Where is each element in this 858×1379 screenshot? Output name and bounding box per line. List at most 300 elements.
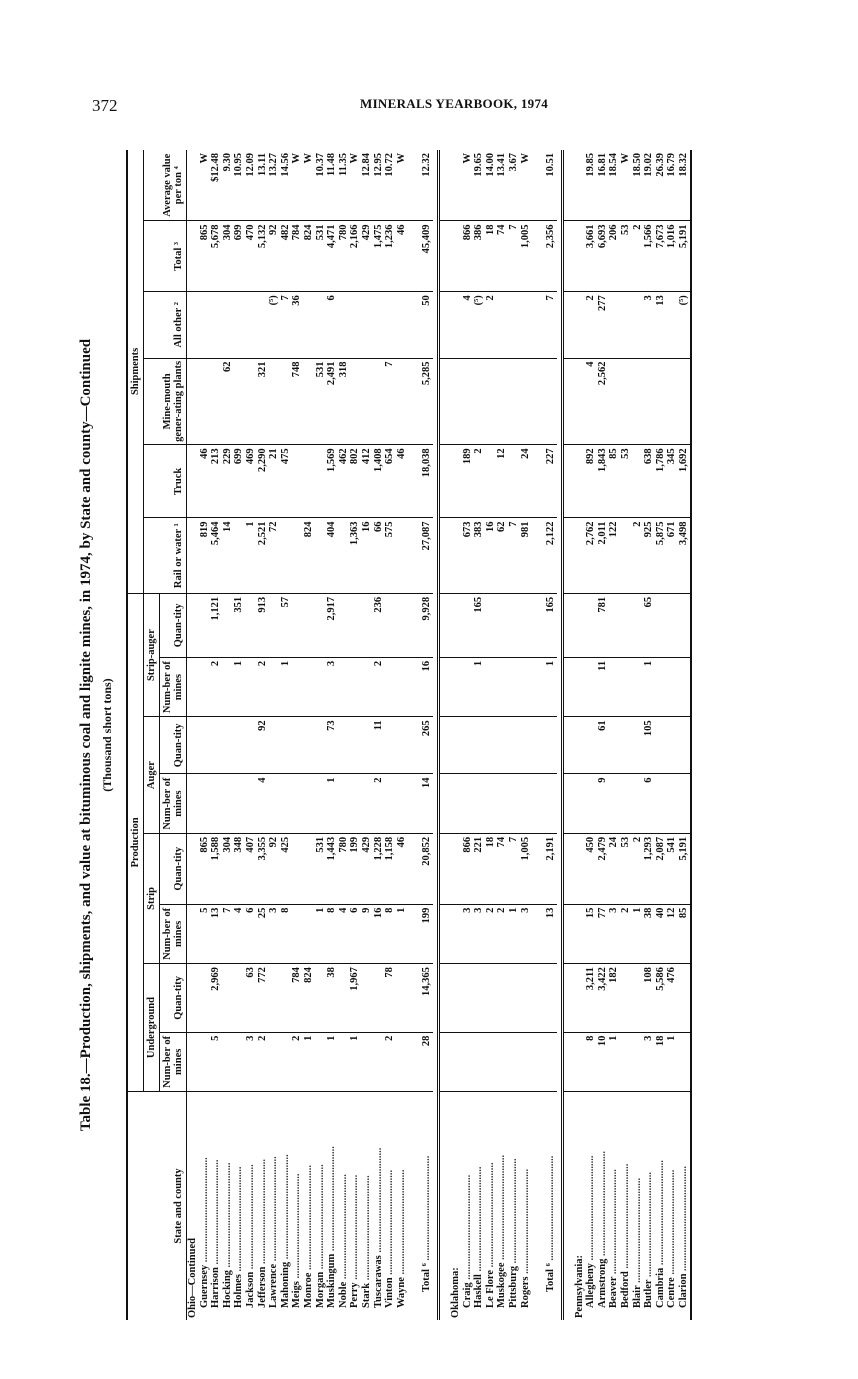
cell: [574, 292, 586, 358]
cell: [508, 593, 520, 657]
cell: [199, 717, 211, 774]
cell: 3: [608, 904, 620, 963]
cell: 38: [643, 904, 655, 963]
cell: 784: [291, 221, 303, 292]
cell: [187, 657, 199, 716]
cell: 10.51: [545, 153, 557, 177]
cell: 46: [396, 833, 408, 904]
table-body: [187, 150, 691, 1320]
row-label: Pittsburg: [507, 1266, 519, 1308]
cell: [315, 717, 327, 774]
cell: 475: [280, 445, 292, 518]
row-label: Jackson: [245, 1271, 257, 1308]
cell: 1: [508, 904, 520, 963]
table-row: [315, 150, 327, 1320]
cell: 3,422: [597, 964, 609, 1033]
cell: [574, 717, 586, 774]
cell: [620, 292, 632, 358]
table-row: [373, 150, 385, 1320]
cell: [678, 964, 691, 1033]
row-label: Perry: [349, 1282, 361, 1308]
county-name: Morgan ........................................: [315, 1092, 327, 1320]
table-row: [257, 150, 269, 1320]
cell: [268, 1032, 280, 1091]
cell: [315, 292, 327, 358]
header-underground: Underground: [144, 964, 160, 1092]
cell: 2: [257, 657, 269, 716]
cell: [541, 1032, 557, 1091]
cell: [520, 292, 532, 358]
cell: [450, 964, 462, 1033]
cell: [496, 593, 508, 657]
cell: [396, 593, 408, 657]
cell: 14: [417, 774, 433, 833]
table-row: [666, 150, 678, 1320]
cell: [508, 445, 520, 518]
cell: [280, 717, 292, 774]
cell: [222, 657, 234, 716]
cell: [620, 774, 632, 833]
cell: 2,087: [655, 833, 667, 904]
county-name: Tuscarawas ........................................: [373, 1092, 385, 1320]
cell: [608, 292, 620, 358]
cell: 429: [361, 221, 373, 292]
cell: 1,569: [326, 445, 338, 518]
cell: 2,762: [585, 518, 597, 593]
cell: [585, 593, 597, 657]
cell: $12.48: [210, 153, 222, 182]
cell: [396, 292, 408, 358]
cell: [315, 964, 327, 1033]
cell: 73: [326, 717, 338, 774]
cell: [233, 964, 245, 1033]
cell: 62: [496, 518, 508, 593]
county-name: Stark ........................................: [361, 1092, 373, 1320]
county-name: Le Flore ........................................: [485, 1092, 497, 1320]
cell: [520, 358, 532, 445]
cell: [396, 518, 408, 593]
cell: 4: [585, 358, 597, 445]
cell: 265: [417, 717, 433, 774]
cell: 13: [210, 904, 222, 963]
cell: 16.81: [596, 153, 608, 177]
cell: 72: [268, 518, 280, 593]
row-label: Noble: [337, 1281, 349, 1308]
county-name: Perry ........................................: [349, 1092, 361, 1320]
table-title: Table 18.—Production, shipments, and value at bituminous coal and lignite mines, in 1974, by State and county—Continued: [78, 338, 94, 1132]
cell: [210, 717, 222, 774]
cell: [508, 1032, 520, 1091]
cell: 5,191: [678, 221, 691, 292]
cell: 2: [632, 221, 644, 292]
cell: 13: [541, 904, 557, 963]
cell: [210, 358, 222, 445]
cell: [574, 518, 586, 593]
cell: 2,191: [541, 833, 557, 904]
cell: 7: [222, 904, 234, 963]
header-quantity: Quan-tity: [160, 833, 187, 904]
cell: [187, 150, 199, 221]
cell: [349, 358, 361, 445]
cell: 19.85: [585, 153, 597, 177]
row-label: Mahoning: [279, 1261, 291, 1308]
cell: 229: [222, 445, 234, 518]
row-label: Armstrong: [596, 1258, 608, 1308]
cell: W: [303, 153, 314, 164]
cell: 12.95: [372, 153, 384, 177]
cell: 450: [585, 833, 597, 904]
cell: [574, 221, 586, 292]
cell: 6: [349, 904, 361, 963]
cell: [541, 717, 557, 774]
cell: 802: [349, 445, 361, 518]
cell: 7,673: [655, 221, 667, 292]
cell: 476: [666, 964, 678, 1033]
cell: 24: [608, 833, 620, 904]
cell: (⁵): [268, 292, 280, 358]
cell: 165: [541, 593, 557, 657]
coal-production-table: [126, 150, 692, 1320]
cell: [222, 593, 234, 657]
cell: 429: [361, 833, 373, 904]
cell: [222, 292, 234, 358]
cell: 18.54: [608, 153, 620, 177]
header-auger: Auger: [144, 717, 160, 834]
cell: 65: [643, 593, 655, 657]
total-row: [417, 150, 433, 1320]
table-row: [678, 150, 691, 1320]
cell: [450, 1032, 462, 1091]
cell: [245, 774, 257, 833]
state-name: [450, 1092, 462, 1320]
cell: [655, 358, 667, 445]
row-label: Muskingum: [326, 1253, 338, 1308]
cell: [678, 358, 691, 445]
cell: 36: [291, 292, 303, 358]
cell: [187, 964, 199, 1033]
county-name: Pittsburg ........................................: [508, 1092, 520, 1320]
cell: 1: [280, 657, 292, 716]
cell: [349, 657, 361, 716]
cell: [450, 904, 462, 963]
cell: [303, 717, 315, 774]
cell: [620, 518, 632, 593]
cell: 2,290: [257, 445, 269, 518]
table-row: [384, 150, 396, 1320]
cell: 9.30: [221, 153, 233, 172]
county-name: Clarion ........................................: [678, 1092, 691, 1320]
cell: [396, 774, 408, 833]
cell: 45,409: [417, 221, 433, 292]
state-name: [187, 1092, 199, 1320]
cell: 5: [199, 904, 211, 963]
cell: [655, 657, 667, 716]
cell: [199, 593, 211, 657]
county-name: Rogers ........................................: [520, 1092, 532, 1320]
county-name: Jefferson ........................................: [257, 1092, 269, 1320]
row-label: Cambria: [654, 1267, 666, 1308]
cell: 11: [373, 717, 385, 774]
cell: [222, 717, 234, 774]
cell: [303, 833, 315, 904]
cell: [280, 358, 292, 445]
cell: 925: [643, 518, 655, 593]
cell: 18: [485, 221, 497, 292]
spacer-row: [531, 150, 541, 1320]
cell: [541, 774, 557, 833]
cell: 18.32: [678, 153, 690, 177]
cell: 66: [373, 518, 385, 593]
cell: [574, 445, 586, 518]
cell: 1: [315, 904, 327, 963]
cell: 85: [608, 445, 620, 518]
row-label: Morgan: [314, 1271, 326, 1308]
cell: 50: [417, 292, 433, 358]
cell: 2: [384, 1032, 396, 1091]
cell: 10.37: [314, 153, 326, 177]
cell: [473, 1032, 485, 1091]
cell: [361, 657, 373, 716]
cell: [280, 518, 292, 593]
cell: [462, 1032, 474, 1091]
cell: [520, 774, 532, 833]
cell: [233, 717, 245, 774]
cell: 3: [326, 657, 338, 716]
cell: 3: [245, 1032, 257, 1091]
cell: [384, 292, 396, 358]
cell: 748: [291, 358, 303, 445]
cell: 14: [222, 518, 234, 593]
cell: 348: [233, 833, 245, 904]
cell: [384, 657, 396, 716]
cell: [384, 593, 396, 657]
cell: 469: [245, 445, 257, 518]
running-head: MINERALS YEARBOOK, 1974: [360, 96, 549, 111]
cell: [450, 150, 462, 221]
row-label: Ohio—Continued: [187, 1238, 199, 1318]
cell: 1,967: [349, 964, 361, 1033]
cell: 12: [666, 904, 678, 963]
cell: 2: [473, 445, 485, 518]
county-name: Jackson ........................................: [245, 1092, 257, 1320]
cell: 1: [643, 657, 655, 716]
cell: [496, 774, 508, 833]
cell: 105: [643, 717, 655, 774]
cell: 25: [257, 904, 269, 963]
cell: 2: [632, 518, 644, 593]
cell: 5,285: [417, 358, 433, 445]
cell: [222, 774, 234, 833]
cell: 10: [597, 1032, 609, 1091]
cell: [245, 717, 257, 774]
cell: 575: [384, 518, 396, 593]
cell: 1: [245, 518, 257, 593]
cell: 780: [338, 833, 350, 904]
header-production: Production: [127, 593, 144, 1091]
cell: 53: [620, 833, 632, 904]
county-name: Vinton ........................................: [384, 1092, 396, 1320]
cell: [473, 774, 485, 833]
cell: [678, 774, 691, 833]
cell: [666, 358, 678, 445]
cell: 1,475: [373, 221, 385, 292]
cell: [361, 717, 373, 774]
cell: 7: [541, 292, 557, 358]
cell: 1: [473, 657, 485, 716]
cell: [585, 657, 597, 716]
cell: 165: [473, 593, 485, 657]
cell: 699: [233, 445, 245, 518]
county-name: Total ⁶ ........................................: [541, 1092, 557, 1320]
total-row: [541, 150, 557, 1320]
cell: [496, 964, 508, 1033]
cell: 318: [338, 358, 350, 445]
cell: 10.95: [233, 153, 245, 177]
spacer-row: [438, 150, 450, 1320]
cell: 1: [608, 1032, 620, 1091]
cell: 74: [496, 221, 508, 292]
cell: [655, 717, 667, 774]
cell: 2: [257, 1032, 269, 1091]
cell: [620, 717, 632, 774]
cell: [396, 358, 408, 445]
cell: [485, 593, 497, 657]
cell: [291, 774, 303, 833]
cell: [338, 1032, 350, 1091]
state-row: [450, 150, 462, 1320]
cell: [632, 1032, 644, 1091]
cell: [233, 518, 245, 593]
cell: 3: [643, 1032, 655, 1091]
cell: [574, 593, 586, 657]
cell: 14.00: [484, 153, 496, 177]
row-label: Total ⁶: [545, 1263, 557, 1292]
cell: [291, 445, 303, 518]
row-label: Clarion: [678, 1273, 690, 1308]
cell: W: [519, 153, 531, 164]
cell: [210, 292, 222, 358]
cell: 9,928: [417, 593, 433, 657]
row-label: Allegheny: [585, 1263, 597, 1308]
cell: 85: [678, 904, 691, 963]
cell: 3: [643, 292, 655, 358]
header-quantity: Quan-tity: [160, 964, 187, 1033]
cell: [373, 292, 385, 358]
cell: 20,852: [417, 833, 433, 904]
cell: 3: [268, 904, 280, 963]
cell: 213: [210, 445, 222, 518]
cell: 6: [643, 774, 655, 833]
cell: 62: [222, 358, 234, 445]
cell: [632, 292, 644, 358]
cell: 182: [608, 964, 620, 1033]
table-row: [199, 150, 211, 1320]
cell: [462, 593, 474, 657]
cell: [520, 964, 532, 1033]
cell: [450, 717, 462, 774]
table-row: [643, 150, 655, 1320]
cell: [496, 1032, 508, 1091]
cell: 199: [349, 833, 361, 904]
cell: 865: [199, 221, 211, 292]
row-label: Jefferson: [256, 1266, 268, 1308]
cell: 74: [496, 833, 508, 904]
cell: [187, 221, 199, 292]
cell: 819: [199, 518, 211, 593]
cell: 15: [585, 904, 597, 963]
spacer-row: [407, 150, 417, 1320]
cell: 4: [233, 904, 245, 963]
cell: 2,356: [541, 221, 557, 292]
cell: 2,166: [349, 221, 361, 292]
cell: 3,211: [585, 964, 597, 1033]
row-label: Vinton: [384, 1277, 396, 1308]
cell: 780: [338, 221, 350, 292]
table-row: [361, 150, 373, 1320]
table-row: [233, 150, 245, 1320]
cell: [187, 518, 199, 593]
cell: [450, 518, 462, 593]
cell: [666, 292, 678, 358]
cell: [574, 964, 586, 1033]
state-row: [574, 150, 586, 1320]
row-label: Lawrence: [268, 1263, 280, 1308]
cell: 8: [326, 904, 338, 963]
cell: [574, 904, 586, 963]
cell: 781: [597, 593, 609, 657]
county-name: Muskogee ........................................: [496, 1092, 508, 1320]
cell: [666, 593, 678, 657]
cell: W: [461, 153, 473, 164]
cell: 19.02: [643, 153, 655, 177]
cell: 6,693: [597, 221, 609, 292]
cell: [608, 717, 620, 774]
cell: [496, 657, 508, 716]
header-average-value: Average value per ton ⁴: [144, 150, 187, 221]
cell: 4: [462, 292, 474, 358]
cell: [187, 774, 199, 833]
landscape-page: [70, 140, 810, 1330]
cell: 1: [632, 904, 644, 963]
table-row: [222, 150, 234, 1320]
cell: 3,661: [585, 221, 597, 292]
cell: [303, 904, 315, 963]
cell: 13.27: [268, 153, 280, 177]
cell: [233, 1032, 245, 1091]
cell: 1: [233, 657, 245, 716]
cell: 1,228: [373, 833, 385, 904]
cell: 2,122: [541, 518, 557, 593]
county-name: Guernsey ........................................: [199, 1092, 211, 1320]
cell: [396, 657, 408, 716]
cell: 221: [473, 833, 485, 904]
cell: [349, 593, 361, 657]
row-label: Monroe: [303, 1272, 314, 1308]
cell: W: [291, 153, 303, 164]
cell: 16: [373, 904, 385, 963]
cell: 2,562: [597, 358, 609, 445]
cell: 3,498: [678, 518, 691, 593]
cell: [245, 358, 257, 445]
state-name: [574, 1092, 586, 1320]
cell: 654: [384, 445, 396, 518]
table-row: [520, 150, 532, 1320]
cell: [632, 358, 644, 445]
row-label: Stark: [360, 1282, 372, 1308]
cell: [291, 833, 303, 904]
cell: 27,087: [417, 518, 433, 593]
row-label: Tuscarawas: [372, 1255, 384, 1308]
